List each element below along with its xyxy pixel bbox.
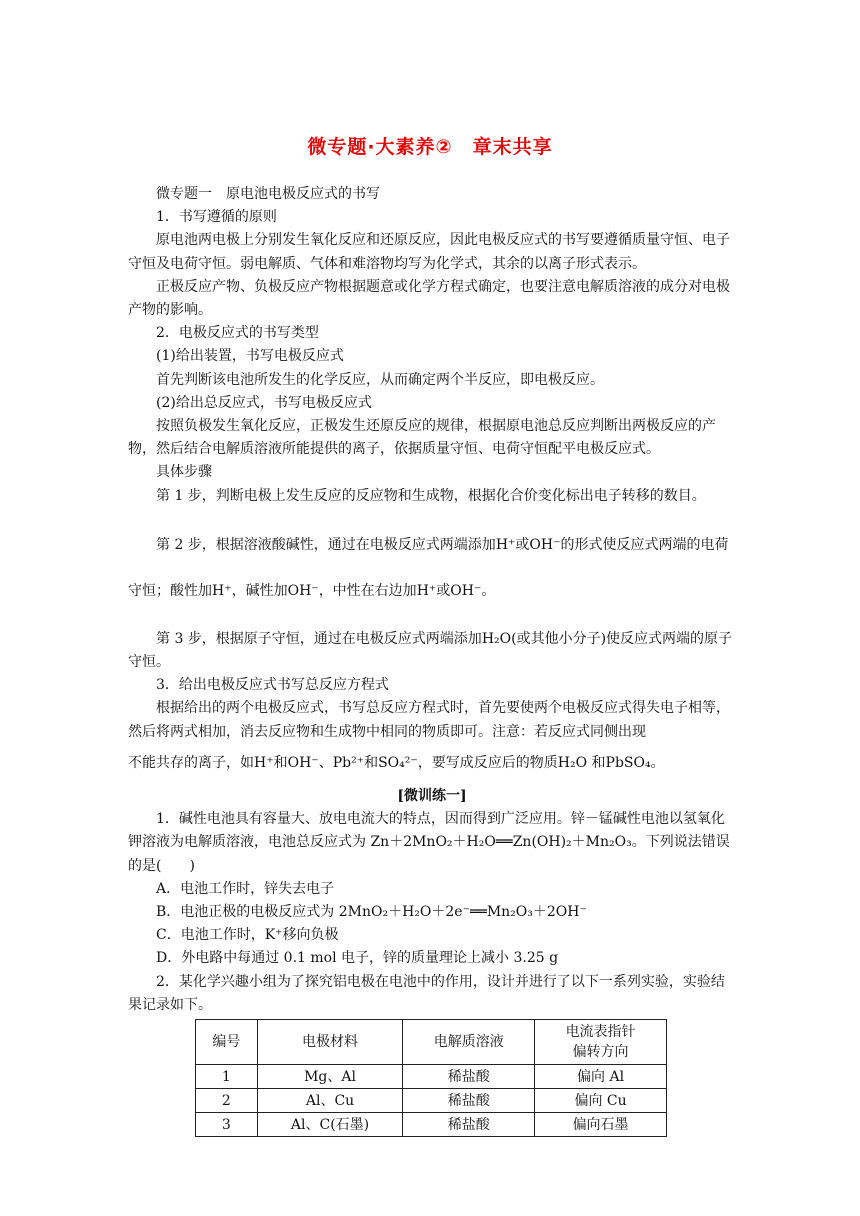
- section2-sub2-text: 按照负极发生氧化反应，正极发生还原反应的规律，根据原电池总反应判断出两极反应的产物，然后结合电解质溶液所能提供的离子，依据质量守恒、电荷守恒配平电极反应式。: [128, 418, 716, 458]
- formula-h-plus: H⁺: [254, 754, 274, 771]
- formula-h2o: H₂O: [557, 754, 588, 771]
- table-row: [196, 1065, 667, 1089]
- step3-part-a: 第 3 步，根据原子守恒，通过在电极反应式两端添加: [156, 630, 482, 647]
- step2-part-a: 第 2 步，根据溶液酸碱性，通过在电极反应式两端添加: [156, 536, 496, 553]
- step3-text: [128, 628, 736, 674]
- formula-oh-minus: OH⁻: [450, 582, 482, 599]
- formula-oh-minus: OH⁻: [287, 582, 319, 599]
- table-cell: 1: [196, 1065, 258, 1089]
- table-cell: Al、C(石墨): [257, 1113, 403, 1137]
- section1-para2: 正极反应产物、负极反应产物根据题意或化学方程式确定，也要注意电解质溶液的成分对电极产物的影响。: [128, 278, 730, 319]
- question-1-stem: 1．碱性电池具有容量大、放电电流大的特点，因而得到广泛应用。锌－锰碱性电池以氢氧化钾溶液为电解质溶液，电池总反应式为 Zn＋2MnO₂＋H₂O══Zn(OH)₂＋Mn₂O₃。下列说法错误的是( ): [128, 811, 730, 874]
- formula-h-plus: H⁺: [212, 582, 232, 599]
- step2-part-g: 或: [436, 582, 451, 599]
- formula-oh-minus: OH⁻: [529, 536, 561, 553]
- table-cell: 稀盐酸: [403, 1089, 535, 1113]
- formula-h-plus: H⁺: [495, 536, 516, 553]
- section2-heading: 2．电极反应式的书写类型: [156, 325, 319, 342]
- table-row: [196, 1089, 667, 1113]
- section3-part-h: 。: [650, 754, 665, 771]
- table-cell: 偏向 Cu: [535, 1089, 667, 1113]
- table-cell: Al、Cu: [257, 1089, 403, 1113]
- step2-part-d: 的电荷守恒；酸性加: [128, 536, 729, 599]
- question-1-option-d: D．外电路中每通过 0.1 mol 电子，锌的质量理论上减小 3.25 g: [156, 950, 559, 967]
- step2-part-c: 的形式使反应式两端: [560, 536, 687, 553]
- table-header-row: [196, 1020, 667, 1065]
- formula-h2o: H₂O: [481, 630, 512, 647]
- section1-para1: 原电池两电极上分别发生氧化反应和还原反应，因此电极反应式的书写要遵循质量守恒、电子守恒及电荷守恒。弱电解质、气体和难溶物均写为化学式，其余的以离子形式表示。: [128, 232, 730, 272]
- section3-text: [128, 697, 736, 743]
- section3-heading: 3．给出电极反应式书写总反应方程式: [156, 677, 389, 694]
- section2-sub2-heading: (2)给出总反应式，书写电极反应式: [156, 394, 372, 411]
- question-2-stem: 2．某化学兴趣小组为了探究铝电极在电池中的作用，设计并进行了以下一系列实验，实验结果记录如下。: [128, 973, 725, 1013]
- document-body: [128, 183, 736, 1137]
- section3-part-d: 、: [318, 754, 333, 771]
- table-cell: 偏向 Al: [535, 1065, 667, 1089]
- section3-text-cont: [128, 752, 736, 775]
- section3-part-g: 和: [587, 754, 606, 771]
- step2-text: [128, 522, 736, 614]
- section2-sub1-text: 首先判断该电池所发生的化学反应，从而确定两个半反应，即电极反应。: [156, 371, 604, 388]
- step3-part-b: (或其他小分子)使反应式两端的原子守恒。: [128, 630, 733, 671]
- formula-so4-2minus: SO₄²⁻: [378, 754, 418, 771]
- question-1-option-a: A．电池工作时，锌失去电子: [156, 880, 335, 897]
- section1-heading: 1．书写遵循的原则: [156, 209, 277, 226]
- table-cell: 偏向石墨: [535, 1113, 667, 1137]
- table-header-cell: 电解质溶液: [403, 1020, 535, 1065]
- formula-oh-minus: OH⁻: [287, 754, 319, 771]
- section3-part-e: 和: [364, 754, 379, 771]
- section3-part-b: 不能共存的离子，如: [128, 754, 254, 771]
- section3-part-c: 和: [273, 754, 288, 771]
- step2-part-f: ，中性在右边加: [318, 582, 417, 599]
- table-header-cell: 编号: [196, 1020, 258, 1065]
- table-cell: 稀盐酸: [403, 1113, 535, 1137]
- topic-heading: 微专题一 原电池电极反应式的书写: [156, 186, 380, 202]
- step2-part-b: 或: [515, 536, 530, 553]
- practice-heading: [微训练一]: [397, 788, 467, 805]
- page-title: 微专题·大素养② 章末共享: [307, 136, 553, 158]
- question-1-option-b: B．电池正极的电极反应式为 2MnO₂＋H₂O＋2e⁻══Mn₂O₃＋2OH⁻: [156, 904, 587, 921]
- formula-pb2-plus: Pb²⁺: [332, 754, 365, 771]
- section3-part-f: ，要写成反应后的物质: [417, 754, 558, 771]
- table-row: [196, 1113, 667, 1137]
- formula-h-plus: H⁺: [416, 582, 437, 599]
- table-cell: Mg、Al: [257, 1065, 403, 1089]
- table-cell: 3: [196, 1113, 258, 1137]
- experiment-table: [195, 1019, 667, 1137]
- table-header-cell: 电流表指针 偏转方向: [535, 1020, 667, 1065]
- steps-label: 具体步骤: [156, 464, 212, 481]
- formula-pbso4: PbSO₄: [605, 754, 651, 771]
- step2-part-h: 。: [481, 582, 496, 599]
- question-1-option-c: C．电池工作时，K⁺移向负极: [156, 927, 339, 944]
- table-cell: 2: [196, 1089, 258, 1113]
- section3-part-a: 根据给出的两个电极反应式，书写总反应方程式时，首先要使两个电极反应式得失电子相等，然后将两式相加，消去反应物和生成物中相同的物质即可。注意：若反应式同侧出现: [128, 700, 730, 740]
- section2-sub1-heading: (1)给出装置，书写电极反应式: [156, 348, 344, 365]
- step1-text: 第 1 步，判断电极上发生反应的反应物和生成物，根据化合价变化标出电子转移的数目。: [156, 487, 706, 504]
- table-header-cell: 电极材料: [257, 1020, 403, 1065]
- step2-part-e: ，碱性加: [231, 582, 288, 599]
- table-cell: 稀盐酸: [403, 1065, 535, 1089]
